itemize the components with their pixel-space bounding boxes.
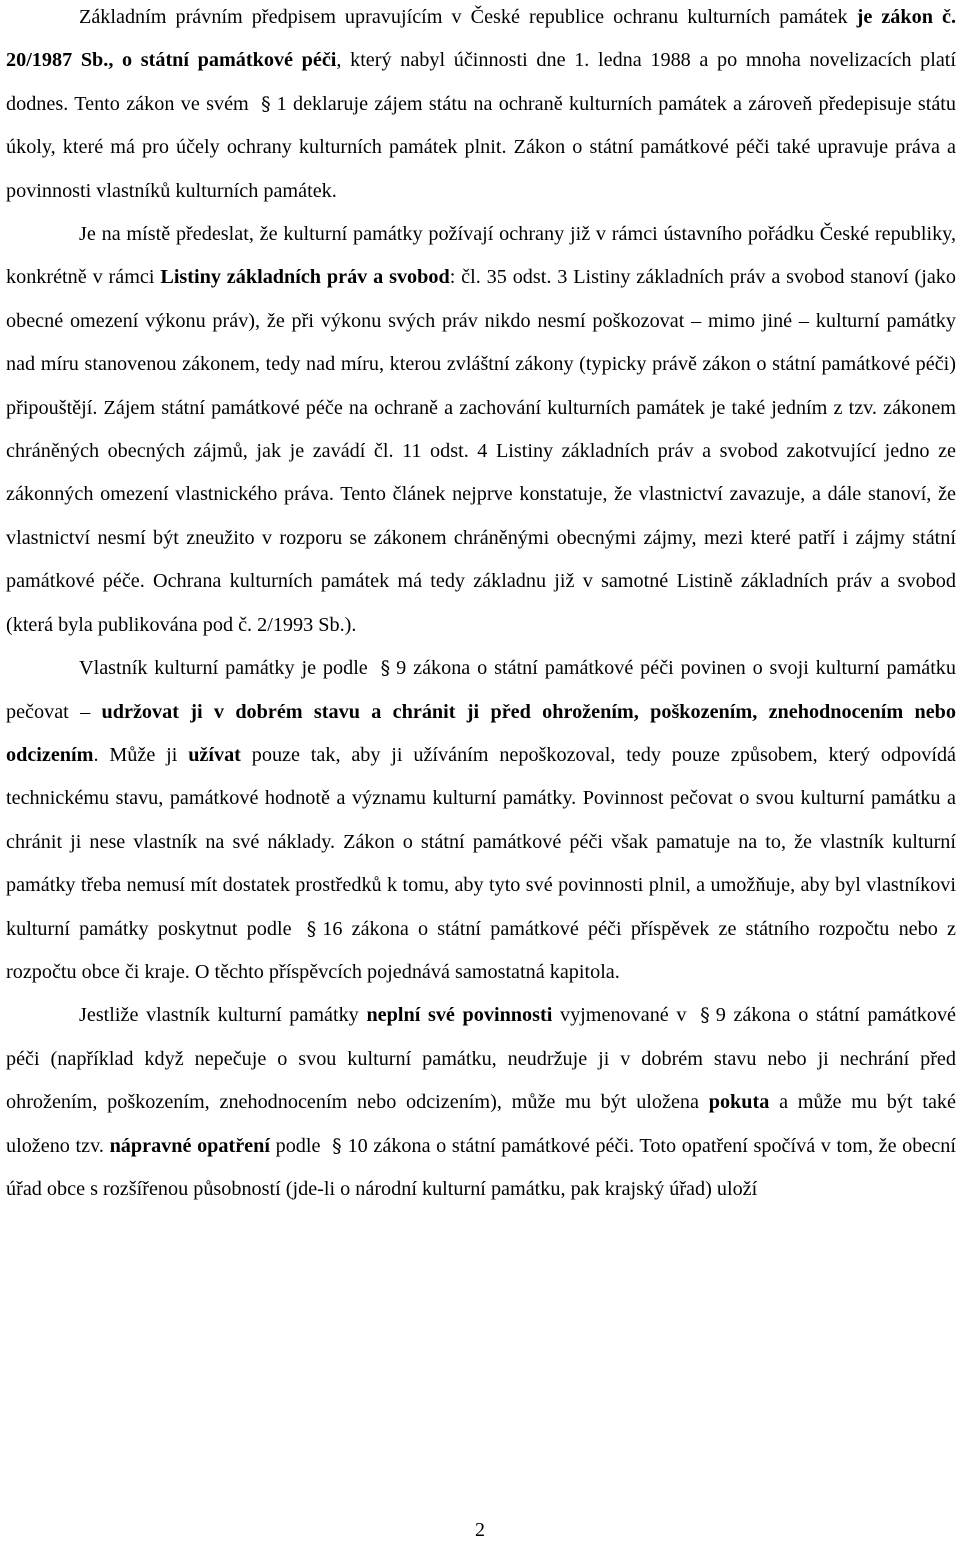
bold-text: je zákon č. 20/1987 Sb., o státní památkové péči — [6, 6, 956, 72]
text-run: , který nabyl účinnosti dne 1. ledna 1988 a po mnoha novelizacích platí dodnes. Tento zákon ve svém — [6, 49, 956, 115]
paragraph-owner-duties — [6, 647, 956, 994]
text-run: a může mu být také uloženo tzv. — [6, 1091, 956, 1157]
text-run: 1 deklaruje zájem státu na ochraně kulturních památek a zároveň předepisuje státu úkoly, které má pro účely ochrany kulturních památek plnit. Zákon o státní památkové péči také upravuje práva a povinnosti vlastníků kulturních památek. — [6, 92, 956, 202]
text-run: Základním právním předpisem upravujícím v České republice ochranu kulturních památek — [79, 6, 857, 28]
section-sign: § — [306, 917, 317, 940]
paragraph-penalties — [6, 994, 956, 1211]
bold-text: pokuta — [708, 1091, 770, 1114]
bold-text: Listiny základních práv a svobod — [160, 266, 450, 289]
page-number: 2 — [475, 1519, 485, 1541]
bold-text: neplní své povinnosti — [366, 1004, 553, 1027]
text-run: 16 zákona o státní památkové péči příspěvek ze státního rozpočtu nebo z rozpočtu obce či kraje. O těchto příspěvcích pojednává samostatná kapitola. — [6, 917, 956, 983]
text-run: 10 zákona o státní památkové péči. Toto opatření spočívá v tom, že obecní úřad obce s rozšířenou působností (jde-li o národní kulturní památku, pak krajský úřad) uloží — [6, 1134, 956, 1200]
paragraph-intro-law — [6, 0, 956, 213]
text-run: Jestliže vlastník kulturní památky — [79, 1004, 367, 1027]
section-sign: § — [261, 92, 271, 115]
bold-text: nápravné opatření — [109, 1134, 270, 1157]
text-run: Je na místě předeslat, že kulturní památky požívají ochrany již v rámci ústavního pořádku České republiky, konkrétně v rámci — [6, 223, 956, 289]
bold-text: udržovat ji v dobrém stavu a chránit ji před ohrožením, poškozením, znehodnocením nebo odcizením — [6, 700, 956, 766]
bold-text: užívat — [188, 743, 241, 766]
document-page — [6, 0, 956, 1211]
text-run: Vlastník kulturní památky je podle — [79, 657, 375, 680]
paragraph-constitutional-protection — [6, 213, 956, 647]
text-run: podle — [269, 1134, 327, 1157]
text-run: vyjmenované v — [552, 1004, 695, 1027]
section-sign: § — [380, 657, 391, 680]
text-run: : čl. 35 odst. 3 Listiny základních práv a svobod stanoví (jako obecné omezení výkonu práv), že při výkonu svých práv nikdo nesmí poškozovat – mimo jiné – kulturní památky nad míru stanovenou zákonem, tedy nad míru, kterou zvláštní zákony (typicky právě zákon o státní památkové péči) připouštějí. Zájem státní památkové péče na ochraně a zachování kulturních památek je také jedním z tzv. zákonem chráněných obecných zájmů, jak je zavádí čl. 11 odst. 4 Listiny základních práv a svobod zakotvující jedno ze zákonných omezení vlastnického práva. Tento článek nejprve konstatuje, že vlastnictví zavazuje, a dále stanoví, že vlastnictví nesmí být zneužito v rozporu se zákonem chráněnými obecnými zájmy, mezi které patří i zájmy státní památkové péče. Ochrana kulturních památek má tedy základnu již v samotné Listině základních práv a svobod (která byla publikována pod č. 2/1993 Sb.). — [6, 266, 956, 636]
text-run: 9 zákona o státní památkové péči (například když nepečuje o svou kulturní památku, neudržuje ji v dobrém stavu nebo ji nechrání před ohrožením, poškozením, znehodnocením nebo odcizením), může mu být uložena — [6, 1004, 957, 1114]
text-run: . Může ji — [93, 743, 189, 766]
text-run: pouze tak, aby ji užíváním nepoškozoval, tedy pouze způsobem, který odpovídá technickému stavu, památkové hodnotě a významu kulturní památky. Povinnost pečovat o svou kulturní památku a chránit ji nese vlastník na své náklady. Zákon o státní památkové péči však pamatuje na to, že vlastník kulturní památky třeba nemusí mít dostatek prostředků k tomu, aby tyto své povinnosti plnil, a umožňuje, aby byl vlastníkovi kulturní památky poskytnut podle — [6, 743, 956, 940]
section-sign: § — [332, 1134, 342, 1157]
section-sign: § — [700, 1004, 710, 1027]
text-run: 9 zákona o státní památkové péči povinen o svoji kulturní památku pečovat – — [6, 657, 956, 723]
